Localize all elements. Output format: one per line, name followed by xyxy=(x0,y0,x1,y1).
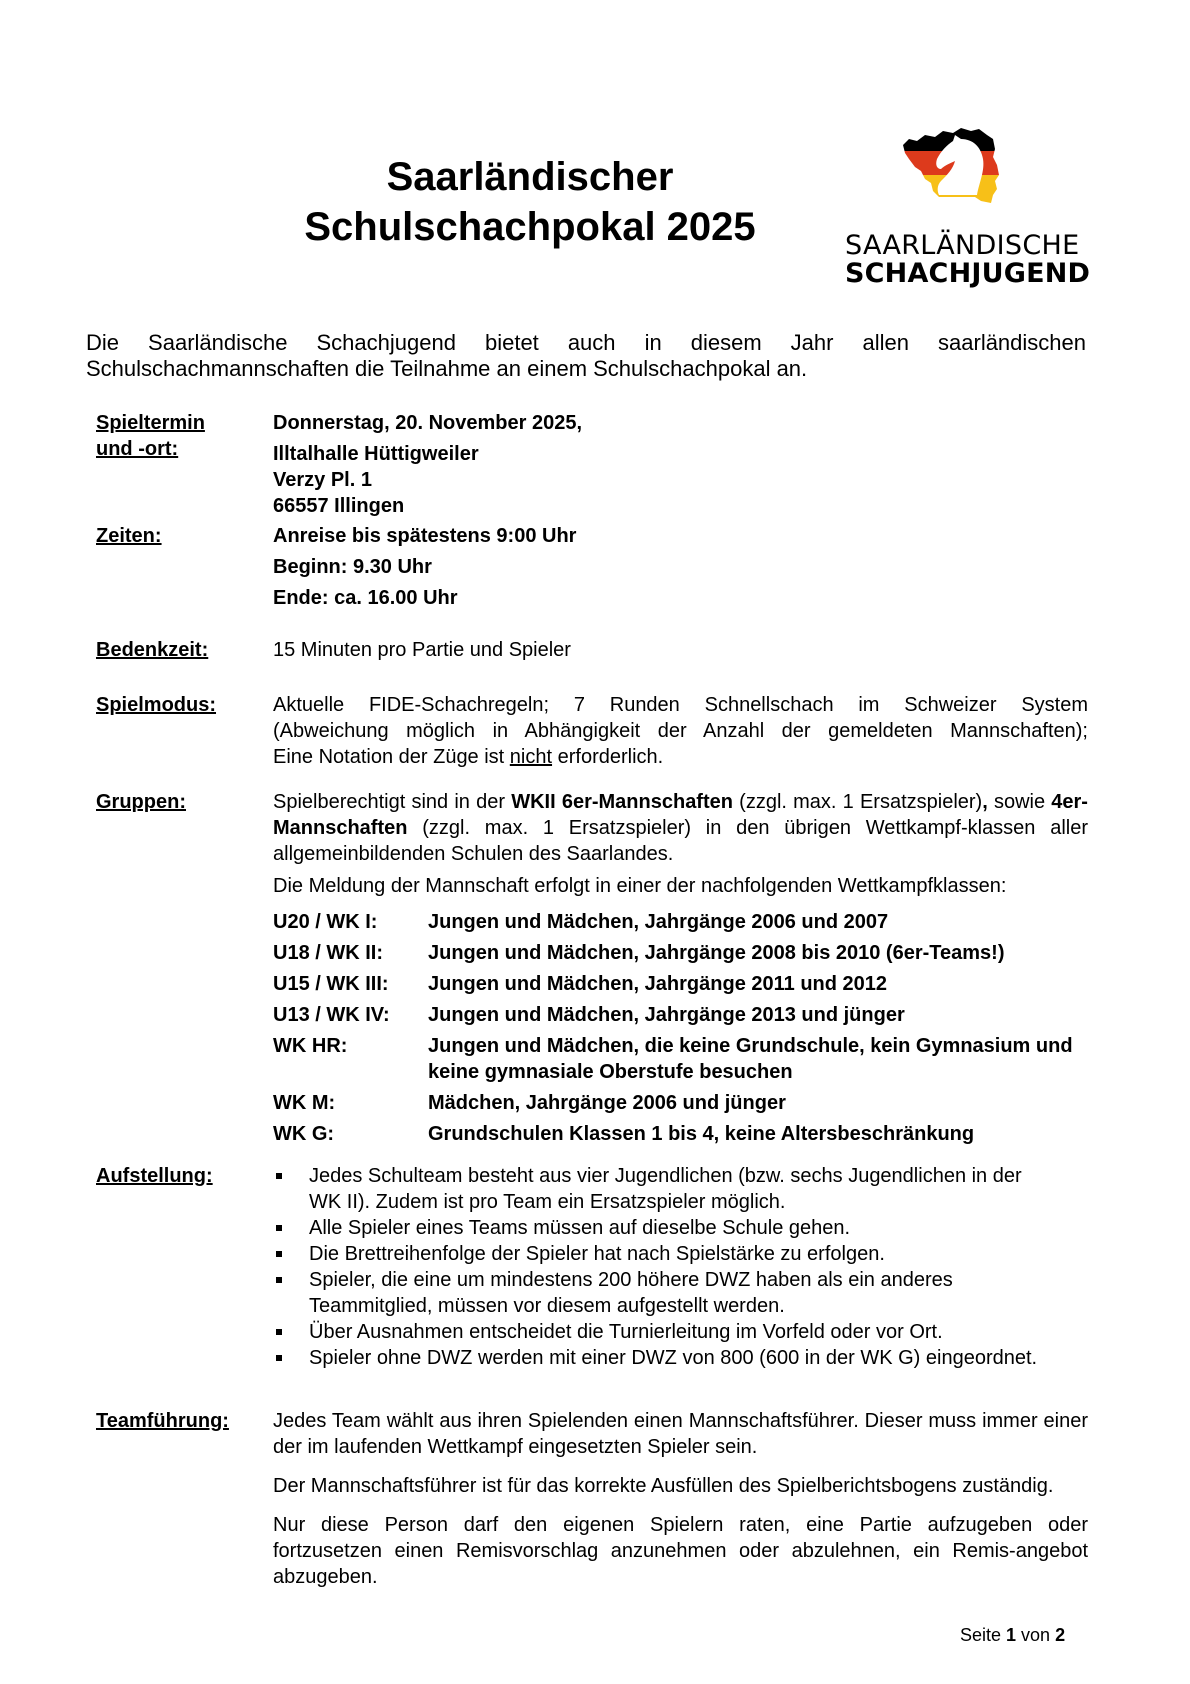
text: sowie xyxy=(987,791,1052,813)
page-middle: von xyxy=(1016,1625,1056,1645)
wettkampfklasse-row xyxy=(273,909,1088,935)
section-value-aufstellung xyxy=(273,1163,1088,1371)
gruppen-paragraph-2: Die Meldung der Mannschaft erfolgt in einer der nachfolgenden Wettkampfklassen: xyxy=(273,875,1007,897)
section-value-bedenkzeit: 15 Minuten pro Partie und Spieler xyxy=(273,639,571,661)
arrival-time: Anreise bis spätestens 9:00 Uhr xyxy=(273,525,577,547)
document-title xyxy=(240,152,820,252)
logo-text-line-1: SAARLÄNDISCHE xyxy=(845,230,1080,261)
teamfuehrung-paragraph-1: Jedes Team wählt aus ihren Spielenden einen Mannschaftsführer. Dieser muss immer einer der im laufenden Wettkampf eingesetzten Spieler sein. xyxy=(273,1410,1088,1458)
title-line-2: Schulschachpokal 2025 xyxy=(304,205,756,249)
class-key: U20 / WK I: xyxy=(273,911,378,933)
class-desc: Jungen und Mädchen, Jahrgänge 2008 bis 2010 (6er-Teams!) xyxy=(428,942,1005,964)
spielmodus-line-3 xyxy=(273,744,1088,770)
spielmodus-line-2: (Abweichung möglich in Abhängigkeit der Anzahl der gemeldeten Mannschaften); xyxy=(273,720,1088,742)
intro-paragraph xyxy=(86,330,1086,382)
class-desc: Jungen und Mädchen, die keine Grundschule, kein Gymnasium und keine gymnasiale Oberstufe besuchen xyxy=(428,1035,1073,1083)
section-label-zeiten: Zeiten: xyxy=(96,525,162,547)
teamfuehrung-paragraph-2: Der Mannschaftsführer ist für das korrekte Ausfüllen des Spielberichtsbogens zuständig. xyxy=(273,1475,1054,1497)
class-desc: Mädchen, Jahrgänge 2006 und jünger xyxy=(428,1092,786,1114)
class-desc: Jungen und Mädchen, Jahrgänge 2011 und 2012 xyxy=(428,973,888,995)
section-label-spielmodus: Spielmodus: xyxy=(96,694,217,716)
wettkampfklasse-row xyxy=(273,1121,1088,1147)
class-key: WK G: xyxy=(273,1123,335,1145)
intro-line-2: Schulschachmannschaften die Teilnahme an einem Schulschachpokal an. xyxy=(86,356,808,381)
section-value-gruppen xyxy=(273,789,1088,1147)
list-item: Alle Spieler eines Teams müssen auf dieselbe Schule gehen. xyxy=(273,1215,1053,1241)
section-value-zeiten xyxy=(273,523,1088,611)
section-value-teamfuehrung xyxy=(273,1408,1088,1590)
page-number xyxy=(960,1624,1065,1646)
spielmodus-line-1: Aktuelle FIDE-Schachregeln; 7 Runden Schnellschach im Schweizer System xyxy=(273,694,1088,716)
list-item: Spieler ohne DWZ werden mit einer DWZ von 800 (600 in der WK G) eingeordnet. xyxy=(273,1345,1053,1371)
label-line-2: und -ort: xyxy=(96,438,179,460)
class-key: U13 / WK IV: xyxy=(273,1004,390,1026)
current-page: 1 xyxy=(1006,1625,1017,1645)
wettkampfklasse-row xyxy=(273,971,1088,997)
section-value-spielmodus xyxy=(273,692,1088,770)
gruppen-paragraph-1 xyxy=(273,789,1088,867)
bold-text: WKII 6er-Mannschaften xyxy=(511,791,733,813)
text: Eine Notation der Züge ist xyxy=(273,746,510,768)
class-key: WK HR: xyxy=(273,1035,348,1057)
section-label-teamfuehrung: Teamführung: xyxy=(96,1410,229,1432)
class-key: U18 / WK II: xyxy=(273,942,384,964)
bold-text: , xyxy=(982,791,988,813)
wettkampfklasse-row xyxy=(273,1090,1088,1116)
logo xyxy=(845,125,1091,295)
venue-name: Illtalhalle Hüttigweiler xyxy=(273,443,479,465)
class-key: WK M: xyxy=(273,1092,336,1114)
bold-text: 4er-Mannschaften xyxy=(273,791,1088,839)
venue-city: 66557 Illingen xyxy=(273,495,405,517)
wettkampfklasse-row xyxy=(273,1033,1088,1085)
list-item: Über Ausnahmen entscheidet die Turnierleitung im Vorfeld oder vor Ort. xyxy=(273,1319,1053,1345)
logo-text-line-2: SCHACHJUGEND xyxy=(845,258,1091,289)
text: erforderlich. xyxy=(552,746,664,768)
class-key: U15 / WK III: xyxy=(273,973,389,995)
class-desc: Jungen und Mädchen, Jahrgänge 2013 und jünger xyxy=(428,1004,905,1026)
list-item: Spieler, die eine um mindestens 200 höhere DWZ haben als ein anderes Teammitglied, müssen vor diesem aufgestellt werden. xyxy=(273,1267,1053,1319)
wettkampfklasse-row xyxy=(273,940,1088,966)
aufstellung-list xyxy=(273,1163,1053,1371)
wettkampfklasse-row xyxy=(273,1002,1088,1028)
text: (zzgl. max. 1 Ersatzspieler) xyxy=(732,791,983,813)
title-line-1: Saarländischer xyxy=(386,155,674,199)
underlined-text: nicht xyxy=(509,746,553,768)
label-line-1: Spieltermin xyxy=(96,412,205,434)
class-desc: Jungen und Mädchen, Jahrgänge 2006 und 2007 xyxy=(428,911,889,933)
section-value-spieltermin xyxy=(273,410,1088,519)
section-label-spieltermin xyxy=(96,410,266,462)
section-label-aufstellung: Aufstellung: xyxy=(96,1165,213,1187)
wettkampfklassen-list xyxy=(273,909,1088,1147)
text: Spielberechtigt sind in der xyxy=(273,791,512,813)
teamfuehrung-paragraph-3: Nur diese Person darf den eigenen Spielern raten, eine Partie aufzugeben oder fortzusetzen einen Remisvorschlag anzunehmen oder abzulehnen, ein Remis-angebot abzugeben. xyxy=(273,1514,1088,1588)
total-pages: 2 xyxy=(1055,1625,1066,1645)
knight-map-logo-icon xyxy=(895,125,1005,205)
end-time: Ende: ca. 16.00 Uhr xyxy=(273,587,458,609)
venue-street: Verzy Pl. 1 xyxy=(273,469,372,491)
intro-line-1: Die Saarländische Schachjugend bietet auch in diesem Jahr allen saarländischen xyxy=(86,330,1086,355)
class-desc: Grundschulen Klassen 1 bis 4, keine Altersbeschränkung xyxy=(428,1123,975,1145)
list-item: Jedes Schulteam besteht aus vier Jugendlichen (bzw. sechs Jugendlichen in der WK II). Zudem ist pro Team ein Ersatzspieler möglich. xyxy=(273,1163,1053,1215)
section-label-gruppen: Gruppen: xyxy=(96,791,186,813)
section-label-bedenkzeit: Bedenkzeit: xyxy=(96,639,209,661)
start-time: Beginn: 9.30 Uhr xyxy=(273,556,432,578)
event-date: Donnerstag, 20. November 2025, xyxy=(273,412,583,434)
page-prefix: Seite xyxy=(960,1625,1007,1645)
text: (zzgl. max. 1 Ersatzspieler) in den übrigen Wettkampf-klassen aller allgemeinbildenden Schulen des Saarlandes. xyxy=(273,817,1088,865)
list-item: Die Brettreihenfolge der Spieler hat nach Spielstärke zu erfolgen. xyxy=(273,1241,1053,1267)
